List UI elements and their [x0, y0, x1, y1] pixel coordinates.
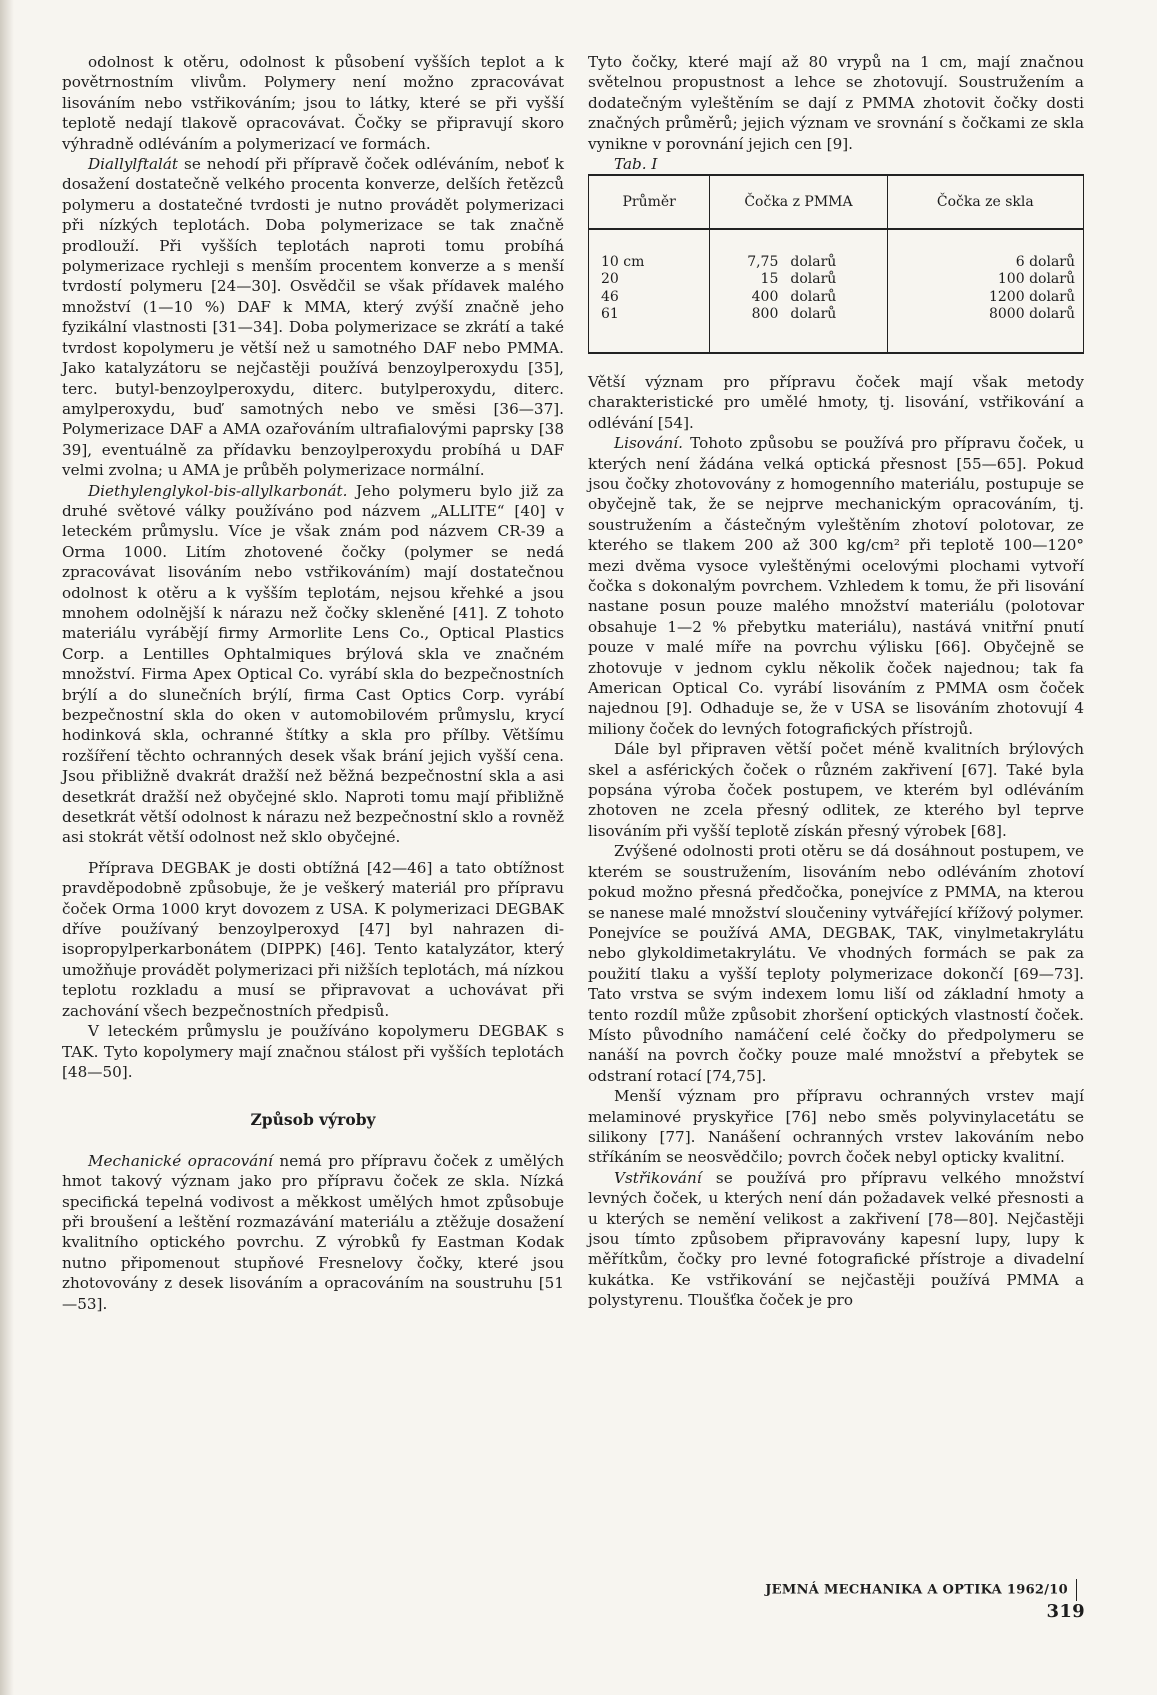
page-number: 319	[1046, 1601, 1085, 1622]
paragraph-lead-term: Diethylenglykol-bis-allylkarbonát.	[88, 481, 348, 500]
table-row	[589, 271, 1084, 289]
paragraph-text: Menší význam pro přípravu ochranných vrstev mají melaminové pryskyřice [76] nebo směs polyvinylacetátu se silikony [77]. Nanášení ochranných vrstev lakováním nebo stříkáním se neosvědčilo; povrch čoček nebyl opticky kvalitní.	[588, 1087, 1084, 1167]
table-cell-diameter: 10 cm	[601, 253, 645, 270]
table-cell-pmma-value: 400	[710, 289, 787, 307]
table-header-diameter: Průměr	[589, 175, 710, 229]
table-cell-pmma-value: 800	[710, 306, 787, 353]
paragraph	[62, 858, 564, 1021]
table-cell-glass: 8000 dolarů	[887, 306, 1083, 353]
paragraph	[588, 841, 1084, 1086]
right-paragraphs-before-table	[588, 52, 1084, 154]
table-header-row	[589, 175, 1084, 229]
table-body	[589, 229, 1084, 353]
table-cell-glass: 6 dolarů	[887, 229, 1083, 272]
journal-name: JEMNÁ MECHANIKA A OPTIKA 1962/10	[765, 1582, 1068, 1598]
table-row	[589, 229, 1084, 272]
footer-separator	[1076, 1579, 1077, 1601]
left-column	[62, 52, 564, 1314]
table-row	[589, 289, 1084, 307]
table-cell-diameter: 20	[601, 271, 619, 288]
table-row	[589, 306, 1084, 353]
table-header-glass: Čočka ze skla	[887, 175, 1083, 229]
table-cell-glass: 1200 dolarů	[887, 289, 1083, 307]
paragraph-text: Dále byl připraven větší počet méně kvalitních brýlových skel a asférických čoček o různém zakřivení [67]. Také byla popsána výroba čoček postupem, ve kterém byl odléváním zhotoven ne zcela přesný odlitek, ze kterého byl teprve lisováním při vyšší teplotě získán přesný výrobek [68].	[588, 740, 1084, 840]
paragraph	[62, 481, 564, 848]
page-shadow	[0, 0, 14, 1695]
paragraph-text: nemá pro přípravu čoček z umělých hmot takový význam jako pro přípravu čoček ze skla. Nízká specifická tepelná vodivost a měkkost umělých hmot způsobuje při broušení a leštění rozmazávání materiálu a ztěžuje dosažení kvalitního optického povrchu. Z výrobků fy Eastman Kodak nutno připomenout stupňové Fresnelovy čočky, které jsou zhotovovány z desek lisováním a opracováním na soustruhu [51—53].	[62, 1151, 564, 1313]
left-paragraphs-after-heading	[62, 1151, 564, 1314]
table-cell-glass: 100 dolarů	[887, 271, 1083, 289]
table-header-pmma: Čočka z PMMA	[710, 175, 887, 229]
table-cell-pmma-unit: dolarů	[790, 306, 837, 323]
page-footer	[760, 1579, 1085, 1622]
paragraph	[588, 372, 1084, 433]
paragraph	[62, 154, 564, 481]
paragraph	[588, 52, 1084, 154]
table-cell-pmma-unit: dolarů	[790, 288, 837, 305]
paragraph-lead-term: Vstřikování	[614, 1168, 702, 1187]
paragraph	[62, 52, 564, 154]
paragraph	[588, 739, 1084, 841]
table-cell-pmma-unit: dolarů	[790, 253, 837, 270]
paragraph-text: Tohoto způsobu se používá pro přípravu čoček, u kterých není žádána velká optická přesnost [55—65]. Pokud jsou čočky zhotovovány z homogenního materiálu, postupuje se obyčejně tak, že se nejprve mechanickým opracováním, tj. soustružením a částečným vyleštěním zhotoví polotovar, ze kterého se tlakem 200 až 300 kg/cm² při teplotě 100—120° mezi dvěma vysoce vyleštěnými ocelovými plochami vytvoří čočka s dokonalým povrchem. Vzhledem k tomu, že při lisování nastane posun pouze malého množství materiálu (polotovar obsahuje 1—2 % přebytku materiálu), nastává vnitřní pnutí pouze v malé míře na povrchu výlisku [66]. Obyčejně se zhotovuje v jednom cyklu několik čoček najednou; tak fa American Optical Co. vyrábí lisováním z PMMA osm čoček najednou [9]. Odhaduje se, že v USA se lisováním zhotovují 4 miliony čoček do levných fotografických přístrojů.	[588, 434, 1084, 738]
right-paragraphs-after-table	[588, 372, 1084, 1311]
paragraph	[588, 1168, 1084, 1311]
paragraph-lead-term: Mechanické opracování	[88, 1151, 273, 1170]
table-caption: Tab. I	[614, 155, 658, 174]
table-cell-diameter: 61	[601, 306, 619, 323]
paragraph-text: Zvýšené odolnosti proti otěru se dá dosáhnout postupem, ve kterém se soustružením, lisováním nebo odléváním zhotoví pokud možno přesná předčočka, ponejvíce z PMMA, na kterou se nanese malé množství sloučeniny vytvářející křížový polymer. Ponejvíce se používá AMA, DEGBAK, TAK, vinylmetakrylátu nebo glykoldimetakrylátu. Ve vhodných formách se pak za použití tlaku a vyšší teploty polymerizace dokončí [69—73]. Tato vrstva se svým indexem lomu liší od základní hmoty a tento rozdíl může způsobit zhoršení optických vlastností čoček. Místo původního namáčení celé čočky do předpolymeru se nanáší na povrch čočky pouze malé množství a přebytek se odstraní rotací [74,75].	[588, 842, 1084, 1085]
paragraph-text: odolnost k otěru, odolnost k působení vyšších teplot a k povětrnostním vlivům. Polymery není možno zpracovávat lisováním nebo vstřikováním; jsou to látky, které se při vyšší teplotě nedají tlakově opracovávat. Čočky se připravují skoro výhradně odléváním a polymerizací ve formách.	[62, 53, 564, 153]
right-column	[588, 52, 1084, 1311]
paragraph-text: Jeho polymeru bylo již za druhé světové války používáno pod názvem „ALLITE“ [40] v leteckém průmyslu. Více je však znám pod názvem CR-39 a Orma 1000. Litím zhotovené čočky (polymer se nedá zpracovávat lisováním nebo vstřikováním) mají dostatečnou odolnost k otěru a k vyšším teplotám, nejsou křehké a jsou mnohem odolnější k nárazu než čočky skleněné [41]. Z tohoto materiálu vyrábějí firmy Armorlite Lens Co., Optical Plastics Corp. a Lentilles Ophtalmiques brýlová skla ve značném množství. Firma Apex Optical Co. vyrábí skla do bezpečnostních brýlí a do slunečních brýlí, firma Cast Optics Corp. vyrábí bezpečnostní skla do oken v automobilovém průmyslu, krycí hodinková skla, ochranné štítky a skla pro přílby. Většímu rozšíření těchto ochranných desek však brání jejich vyšší cena. Jsou přibližně dvakrát dražší než běžná bezpečnostní skla a asi desetkrát dražší než obyčejné sklo. Naproti tomu mají přibližně desetkrát větší odolnost k nárazu než bezpečnostní sklo a rovněž asi stokrát větší odolnost než sklo obyčejné.	[62, 481, 564, 847]
left-paragraphs	[62, 52, 564, 1082]
paragraph	[588, 433, 1084, 739]
section-heading: Způsob výroby	[250, 1110, 376, 1130]
paragraph-text: Větší význam pro přípravu čoček mají však metody charakteristické pro umělé hmoty, tj. lisování, vstřikování a odlévání [54].	[588, 372, 1084, 432]
paragraph-text: Příprava DEGBAK je dosti obtížná [42—46] a tato obtížnost pravděpodobně způsobuje, že je veškerý materiál pro přípravu čoček Orma 1000 kryt dovozem z USA. K polymerizaci DEGBAK dříve používaný benzoylperoxyd [47] byl nahrazen di-isopropylperkarbonátem (DIPPK) [46]. Tento katalyzátor, který umožňuje provádět polymerizaci při nižších teplotách, má nízkou teplotu rozkladu a musí se připravovat a uchovávat při zachování všech bezpečnostních předpisů.	[62, 858, 564, 1020]
table-cell-pmma-unit: dolarů	[790, 271, 837, 288]
table-cell-diameter: 46	[601, 288, 619, 305]
price-comparison-table	[588, 174, 1084, 354]
paragraph-text: V leteckém průmyslu je používáno kopolymeru DEGBAK s TAK. Tyto kopolymery mají značnou stálost při vyšších teplotách [48—50].	[62, 1022, 564, 1081]
paragraph	[62, 1021, 564, 1082]
paragraph-lead-term: Lisování.	[614, 434, 683, 453]
table-cell-pmma-value: 15	[710, 271, 787, 289]
paragraph	[588, 1086, 1084, 1168]
paragraph-text: Tyto čočky, které mají až 80 vrypů na 1 cm, mají značnou světelnou propustnost a lehce se zhotovují. Soustružením a dodatečným vyleštěním se dají z PMMA zhotovit čočky dosti značných průměrů; jejich význam ve srovnání s čočkami ze skla vynikne v porovnání jejich cen [9].	[588, 53, 1084, 153]
table-cell-pmma-value: 7,75	[710, 229, 787, 272]
paragraph-text: se používá pro přípravu velkého množství levných čoček, u kterých není dán požadavek velké přesnosti a u kterých se nemění velikost a zakřivení [78—80]. Nejčastěji jsou tímto způsobem připravovány kapesní lupy, lupy k měřítkům, čočky pro levné fotografické přístroje a divadelní kukátka. Ke vstřikování se nejčastěji používá PMMA a polystyrenu. Tloušťka čoček je pro	[588, 1168, 1084, 1310]
paragraph-lead-term: Diallylftalát	[88, 155, 179, 174]
paragraph-text: se nehodí při přípravě čoček odléváním, neboť k dosažení dostatečně velkého procenta konverze, delších řetězců polymeru a dostatečné tvrdosti je nutno provádět polymerizaci při nízkých teplotách. Doba polymerizace se tak značně prodlouží. Při vyšších teplotách naproti tomu probíhá polymerizace rychleji s menším procentem konverze a s menší tvrdostí polymeru [24—30]. Osvědčil se však přídavek malého množství (1—10 %) DAF k MMA, který zvýší značně jeho fyzikální vlastnosti [31—34]. Doba polymerizace se zkrátí a také tvrdost kopolymeru je větší než u samotného DAF nebo PMMA. Jako katalyzátoru se nejčastěji používá benzoylperoxydu [35], terc. butyl-benzoylperoxydu, diterc. butylperoxydu, diterc. amylperoxydu, buď samotných nebo ve směsi [36—37]. Polymerizace DAF a AMA ozařováním ultrafialovými paprsky [38 39], eventuálně za přídavku benzoylperoxydu probíhá u DAF velmi zvolna; u AMA je průběh polymerizace normální.	[62, 155, 564, 480]
paragraph	[62, 1151, 564, 1314]
